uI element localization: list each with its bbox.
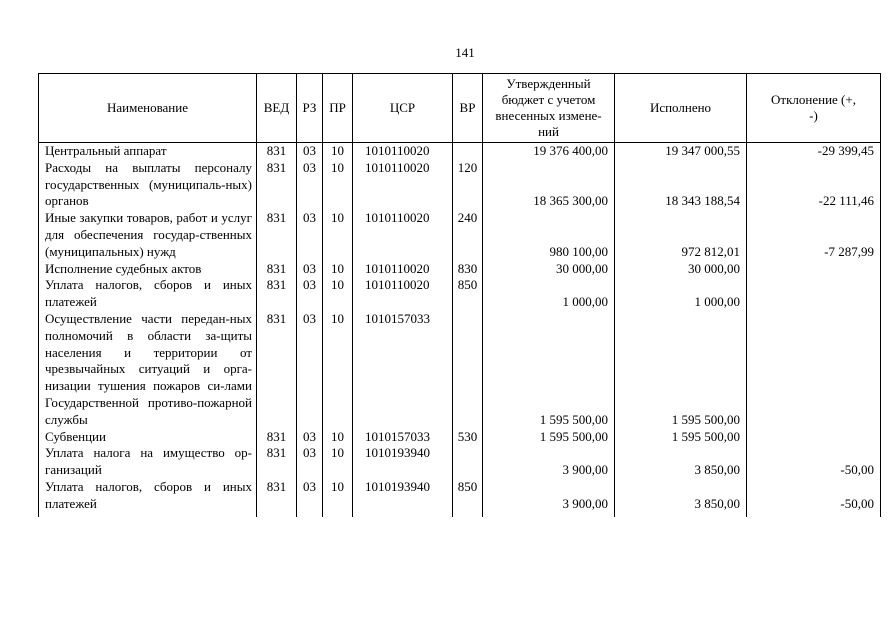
row-approved: 980 100,00 <box>483 210 615 260</box>
row-deviation <box>747 429 881 446</box>
row-csr: 1010193940 <box>353 445 453 479</box>
row-csr: 1010110020 <box>353 261 453 278</box>
row-vr: 120 <box>453 160 483 210</box>
row-ved: 831 <box>257 445 297 479</box>
row-pr: 10 <box>323 311 353 429</box>
row-rz: 03 <box>297 143 323 160</box>
row-pr: 10 <box>323 143 353 160</box>
row-name: Уплата налога на имущество ор-ганизаций <box>39 445 257 479</box>
row-pr: 10 <box>323 277 353 311</box>
row-rz: 03 <box>297 429 323 446</box>
row-approved: 3 900,00 <box>483 479 615 517</box>
header-vr: ВР <box>453 74 483 143</box>
row-rz: 03 <box>297 210 323 260</box>
row-approved: 18 365 300,00 <box>483 160 615 210</box>
row-name: Иные закупки товаров, работ и услуг для обеспечения государ-ственных (муниципальных) нужд <box>39 210 257 260</box>
row-approved: 1 595 500,00 <box>483 429 615 446</box>
budget-table <box>38 73 881 517</box>
row-csr: 1010110020 <box>353 160 453 210</box>
row-rz: 03 <box>297 160 323 210</box>
row-approved: 19 376 400,00 <box>483 143 615 160</box>
row-ved: 831 <box>257 143 297 160</box>
page-number: 141 <box>455 45 475 60</box>
row-deviation <box>747 277 881 311</box>
table-header-row <box>39 74 881 143</box>
table-row <box>39 311 881 429</box>
row-vr: 530 <box>453 429 483 446</box>
header-deviation: Отклонение (+, -) <box>747 74 881 143</box>
row-pr: 10 <box>323 429 353 446</box>
row-approved: 1 000,00 <box>483 277 615 311</box>
row-csr: 1010110020 <box>353 277 453 311</box>
row-executed: 19 347 000,55 <box>615 143 747 160</box>
row-ved: 831 <box>257 210 297 260</box>
table-row <box>39 429 881 446</box>
row-deviation: -29 399,45 <box>747 143 881 160</box>
header-executed: Исполнено <box>615 74 747 143</box>
row-vr: 850 <box>453 277 483 311</box>
row-name: Центральный аппарат <box>39 143 257 160</box>
row-name: Уплата налогов, сборов и иных платежей <box>39 277 257 311</box>
row-pr: 10 <box>323 160 353 210</box>
row-pr: 10 <box>323 261 353 278</box>
row-rz: 03 <box>297 479 323 517</box>
row-vr: 830 <box>453 261 483 278</box>
table-row <box>39 210 881 260</box>
row-name: Осуществление части передан-ных полномочий в области за-щиты населения и территории от чрезвычайных ситуаций и орга-низации тушения пожаров си-лами Государственной противо-пожарной службы <box>39 311 257 429</box>
row-name: Уплата налогов, сборов и иных платежей <box>39 479 257 517</box>
header-csr: ЦСР <box>353 74 453 143</box>
row-deviation <box>747 311 881 429</box>
header-rz: РЗ <box>297 74 323 143</box>
row-deviation <box>747 261 881 278</box>
table-row <box>39 261 881 278</box>
row-approved: 30 000,00 <box>483 261 615 278</box>
row-name: Исполнение судебных актов <box>39 261 257 278</box>
row-approved: 3 900,00 <box>483 445 615 479</box>
table-row <box>39 143 881 160</box>
row-ved: 831 <box>257 311 297 429</box>
table-row <box>39 479 881 517</box>
row-vr <box>453 445 483 479</box>
table-row <box>39 160 881 210</box>
row-csr: 1010157033 <box>353 429 453 446</box>
header-name: Наименование <box>39 74 257 143</box>
row-rz: 03 <box>297 261 323 278</box>
row-rz: 03 <box>297 311 323 429</box>
row-vr <box>453 143 483 160</box>
row-csr: 1010110020 <box>353 210 453 260</box>
row-deviation: -7 287,99 <box>747 210 881 260</box>
row-ved: 831 <box>257 277 297 311</box>
row-name: Расходы на выплаты персоналу государственных (муниципаль-ных) органов <box>39 160 257 210</box>
row-ved: 831 <box>257 479 297 517</box>
row-pr: 10 <box>323 479 353 517</box>
row-rz: 03 <box>297 277 323 311</box>
table-row <box>39 277 881 311</box>
row-csr: 1010110020 <box>353 143 453 160</box>
row-name: Субвенции <box>39 429 257 446</box>
row-pr: 10 <box>323 210 353 260</box>
row-vr: 240 <box>453 210 483 260</box>
row-vr <box>453 311 483 429</box>
row-executed: 1 595 500,00 <box>615 429 747 446</box>
row-vr: 850 <box>453 479 483 517</box>
header-pr: ПР <box>323 74 353 143</box>
row-ved: 831 <box>257 160 297 210</box>
row-csr: 1010157033 <box>353 311 453 429</box>
row-csr: 1010193940 <box>353 479 453 517</box>
row-executed: 3 850,00 <box>615 445 747 479</box>
row-executed: 18 343 188,54 <box>615 160 747 210</box>
row-executed: 1 595 500,00 <box>615 311 747 429</box>
table-row <box>39 445 881 479</box>
row-deviation: -22 111,46 <box>747 160 881 210</box>
row-deviation: -50,00 <box>747 479 881 517</box>
row-pr: 10 <box>323 445 353 479</box>
row-executed: 1 000,00 <box>615 277 747 311</box>
row-deviation: -50,00 <box>747 445 881 479</box>
row-rz: 03 <box>297 445 323 479</box>
header-approved: Утвержденный бюджет с учетом внесенных измене-ний <box>483 74 615 143</box>
row-approved: 1 595 500,00 <box>483 311 615 429</box>
header-ved: ВЕД <box>257 74 297 143</box>
row-ved: 831 <box>257 429 297 446</box>
row-ved: 831 <box>257 261 297 278</box>
row-executed: 3 850,00 <box>615 479 747 517</box>
row-executed: 972 812,01 <box>615 210 747 260</box>
row-executed: 30 000,00 <box>615 261 747 278</box>
